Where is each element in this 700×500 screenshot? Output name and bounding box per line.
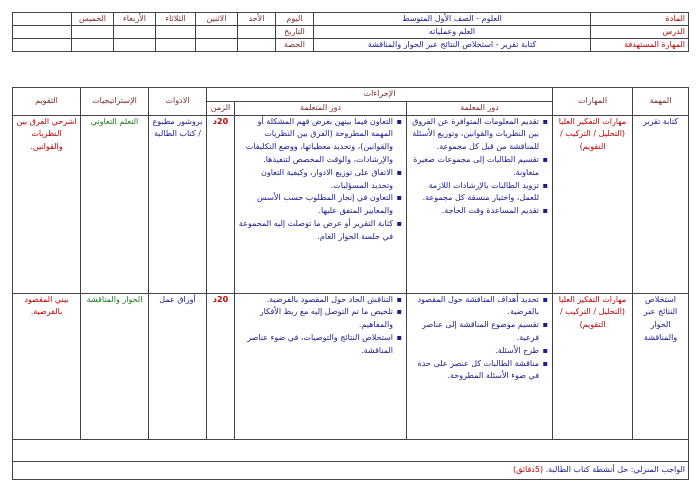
period-cell [238,39,276,52]
date-cell [196,26,238,39]
header-row-subject [13,13,689,26]
list-item: ▪ كتابة التقرير أو عرض ما توصلت إليه المجموعة في جلسة الحوار العام. [238,218,393,244]
strategy-cell: الحوار والمناقشة [81,293,149,439]
list-item: ▪ التعاون فيما بينهن بغرض فهم المشكلة أو المهمة المطروحة (الفرق بين النظريات والقوانين)، وتحديد معطياتها، ووضع التكليفات والإرشادات، والوقت المخصص لتنفيذها. [238,116,393,167]
time-header: الزمن [207,101,235,115]
lesson-label: الدرس [591,26,689,39]
procedures-table [12,87,689,480]
list-item: ▪ تقديم المساعدة وقت الحاجة. [410,205,539,218]
procedures-header: الإجراءات [207,88,553,102]
subject-value: العلوم - الصف الأول المتوسط [314,13,591,26]
period-cell [114,39,156,52]
list-item: ▪ تقسيم الطالبات إلى مجموعات صغيرة متعاونة. [410,154,539,180]
teacher-role-cell [407,293,553,439]
tools-cell: أوراق عمل [149,293,207,439]
list-item: ▪ تزويد الطالبات بالإرشادات اللازمة للعمل، واختيار منسقة كل مجموعة. [410,180,539,206]
list-item: ▪ مناقشة الطالبات كل عنصر على حدة في ضوء الأسئلة المطروحة. [410,358,539,384]
skills-cell: مهارات التفكير العليا (التحليل / التركيب / التقويم) [553,293,633,439]
period-cell [13,39,72,52]
header-info-table [12,12,689,52]
table-row [13,293,689,439]
student-role-cell [235,293,407,439]
list-item: ▪ التناقش الجاد حول المقصود بالفرضية. [238,294,393,307]
day-tuesday: الثلاثاء [156,13,196,26]
tools-header: الادوات [149,88,207,116]
target-skill-label: المهارة المستهدفة [591,39,689,52]
list-item: ▪ طرح الأسئلة. [410,345,539,358]
period-cell [156,39,196,52]
list-item: ▪ الاتفاق على توزيع الادوار، وكيفية التعاون وتحديد المسؤليات. [238,167,393,193]
student-role-header: دور المتعلمة [235,101,407,115]
homework-cell [13,461,689,479]
evaluation-cell: اشرحي الفرق بين النظريات والقوانين. [13,115,81,293]
subject-label: المادة [591,13,689,26]
list-item: ▪ تحديد أهداف المناقشة حول المقصود بالفرضية. [410,294,539,320]
task-cell: استخلاص النتائج عبر الحوار والمناقشة [633,293,689,439]
day-thursday: الخميس [72,13,114,26]
date-cell [72,26,114,39]
skills-cell: مهارات التفكير العليا (التحليل / التركيب / التقويم) [553,115,633,293]
period-label: الحصة [276,39,314,52]
task-cell: كتابة تقرير [633,115,689,293]
date-cell [13,26,72,39]
day-wednesday: الأربعاء [114,13,156,26]
list-item: ▪ تقديم المعلومات المتوافرة عن الفروق بين النظريات والقوانين، وتوزيع الأسئلة للمناقشة من قبل كل مجموعة. [410,116,539,154]
column-header-row [13,88,689,102]
day-label: اليوم [276,13,314,26]
list-item: ▪ استخلاص النتائج والتوصيات، في ضوء عناصر المناقشة. [238,332,393,358]
date-cell [156,26,196,39]
spacer-cell [13,439,689,461]
evaluation-header: التقويم [13,88,81,116]
target-skill-value: كتابة تقرير - استخلاص النتائج عبر الحوار والمناقشة [314,39,591,52]
time-cell: 20د [207,115,235,293]
homework-row [13,461,689,479]
time-cell: 20د [207,293,235,439]
list-item: ▪ تلخيص ما تم التوصل إليه مع ربط الأفكار والمفاهيم. [238,306,393,332]
task-header: المهمة [633,88,689,116]
spacer-row [13,439,689,461]
day-monday: الاثنين [196,13,238,26]
tools-cell: بروشور مطبوع / كتاب الطالبة [149,115,207,293]
header-row-skill [13,39,689,52]
date-cell [114,26,156,39]
strategies-header: الإستراتيجيات [81,88,149,116]
table-row [13,115,689,293]
student-role-cell [235,115,407,293]
header-row-lesson [13,26,689,39]
strategy-cell: التعلم التعاوني [81,115,149,293]
lesson-value: العلم وعملياته [314,26,591,39]
list-item: ▪ تقسيم موضوع المناقشة إلى عناصر فرعية. [410,319,539,345]
date-label: التاريخ [276,26,314,39]
homework-time: (5دقائق) [513,464,544,474]
evaluation-cell: بيني المقصود بالفرضية. [13,293,81,439]
period-cell [72,39,114,52]
day-sunday: الأحد [238,13,276,26]
teacher-role-header: دور المعلمة [407,101,553,115]
header-empty-cell [13,13,72,26]
teacher-role-cell [407,115,553,293]
skills-header: المهارات [553,88,633,116]
list-item: ▪ التعاون في إنجاز المطلوب حسب الأسس والمعايير المتفق عليها. [238,192,393,218]
homework-label: الواجب المنزلي: حل أنشطة كتاب الطالبة. [545,464,686,474]
date-cell [238,26,276,39]
period-cell [196,39,238,52]
